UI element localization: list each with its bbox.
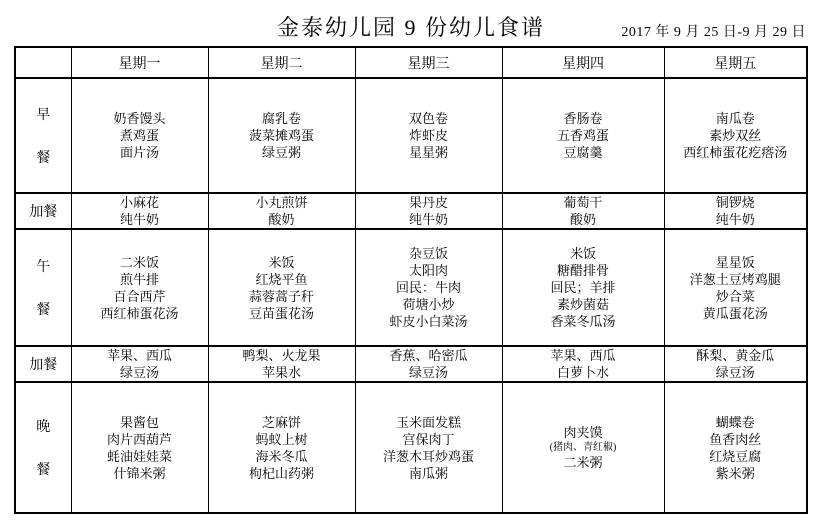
menu-line: 洋葱木耳炒鸡蛋 — [382, 448, 474, 464]
menu-line: 回民；羊排 — [550, 280, 616, 295]
menu-line: 米饭 — [569, 246, 596, 261]
menu-cell — [208, 346, 355, 382]
meal-row-label: 晚 餐 — [15, 382, 71, 513]
menu-line: 酸奶 — [268, 212, 295, 227]
menu-line: 百合西芹 — [113, 288, 166, 304]
menu-cell — [208, 193, 355, 229]
menu-line: 米饭 — [268, 254, 295, 270]
menu-line: 海米冬瓜 — [255, 448, 308, 464]
menu-line: 二米饭 — [119, 254, 159, 270]
menu-cell — [208, 78, 355, 193]
menu-line: 苹果、西瓜 — [550, 348, 616, 363]
menu-line: 南瓜卷 — [715, 111, 755, 126]
menu-line: 二米粥 — [563, 455, 603, 470]
table-row — [15, 346, 807, 382]
menu-line: 小麻花 — [119, 195, 159, 210]
menu-line: 虾皮小白菜汤 — [389, 314, 468, 329]
meal-row-label: 加餐 — [15, 193, 71, 229]
menu-line: 炒合菜 — [715, 288, 755, 304]
menu-cell — [71, 382, 208, 513]
menu-line: 鸭梨、火龙果 — [242, 348, 321, 363]
menu-line: 回民：牛肉 — [395, 280, 461, 295]
menu-line: 什锦米粥 — [113, 465, 166, 481]
menu-line: 玉米面发糕 — [395, 414, 461, 430]
menu-line: 腐乳卷 — [261, 111, 301, 126]
menu-line: 豆腐羹 — [563, 145, 603, 160]
menu-line: 蒜蓉蒿子秆 — [248, 288, 314, 304]
menu-cell — [502, 346, 664, 382]
menu-line: 星星饭 — [715, 254, 755, 270]
menu-line: 酸奶 — [569, 212, 596, 227]
menu-line: 素炒菌菇 — [556, 297, 609, 312]
menu-line: 枸杞山药粥 — [248, 465, 314, 481]
menu-line: 酥梨、黄金瓜 — [696, 348, 775, 363]
menu-line: 芝麻饼 — [261, 414, 301, 430]
menu-line: 蝴蝶卷 — [715, 414, 755, 430]
menu-line: 西红柿蛋花汤 — [100, 305, 179, 321]
menu-line: 葡萄干 — [563, 195, 603, 210]
menu-cell — [664, 382, 807, 513]
menu-line: 蚝油娃娃菜 — [106, 448, 172, 464]
menu-line: 绿豆粥 — [261, 145, 301, 160]
menu-line: 香蕉、哈密瓜 — [389, 348, 468, 363]
day-header: 星期五 — [664, 47, 807, 78]
table-row — [15, 193, 807, 229]
menu-cell — [71, 229, 208, 346]
menu-line: 荷塘小炒 — [402, 297, 455, 312]
menu-cell — [664, 229, 807, 346]
menu-line: 蚂蚁上树 — [255, 431, 308, 447]
menu-line: 纯牛奶 — [715, 212, 755, 227]
menu-cell — [208, 382, 355, 513]
menu-cell — [502, 193, 664, 229]
menu-line: 黄瓜蛋花汤 — [702, 305, 768, 321]
menu-line: 紫米粥 — [715, 465, 755, 481]
menu-cell — [71, 346, 208, 382]
menu-cell — [355, 193, 502, 229]
menu-line: 南瓜粥 — [408, 465, 448, 481]
menu-line: 绿豆汤 — [119, 365, 159, 380]
menu-line: 肉夹馍 — [563, 425, 603, 440]
menu-cell — [208, 229, 355, 346]
menu-line: 鱼香肉丝 — [709, 431, 762, 447]
menu-line: 肉片西葫芦 — [106, 431, 172, 447]
menu-line: 豆苗蛋花汤 — [248, 305, 314, 321]
menu-line: 奶香馒头 — [113, 111, 166, 126]
day-header: 星期三 — [355, 47, 502, 78]
menu-line: 双色卷 — [408, 111, 448, 126]
menu-line: 煮鸡蛋 — [119, 128, 159, 143]
menu-cell — [71, 78, 208, 193]
header-row — [15, 47, 807, 78]
menu-line: 五香鸡蛋 — [556, 128, 609, 143]
menu-line: 苹果、西瓜 — [106, 348, 172, 363]
menu-line: 小丸煎饼 — [255, 195, 308, 210]
menu-cell — [664, 346, 807, 382]
menu-line: (猪肉、青红椒) — [549, 442, 617, 453]
corner-cell — [15, 47, 71, 78]
day-header: 星期四 — [502, 47, 664, 78]
page-title: 金泰幼儿园 9 份幼儿食谱 — [276, 15, 545, 40]
menu-line: 纯牛奶 — [408, 212, 448, 227]
menu-table — [14, 46, 808, 514]
menu-line: 绿豆汤 — [408, 365, 448, 380]
menu-line: 纯牛奶 — [119, 212, 159, 227]
menu-cell — [355, 229, 502, 346]
meal-row-label: 午 餐 — [15, 229, 71, 346]
menu-line: 宫保肉丁 — [402, 431, 455, 447]
menu-line: 洋葱土豆烤鸡腿 — [689, 271, 781, 287]
menu-cell — [355, 382, 502, 513]
menu-line: 果丹皮 — [408, 195, 448, 210]
menu-line: 炸虾皮 — [408, 128, 448, 143]
menu-cell — [355, 78, 502, 193]
meal-row-label: 加餐 — [15, 346, 71, 382]
table-row — [15, 382, 807, 513]
menu-line: 铜锣烧 — [715, 195, 755, 210]
menu-cell — [502, 229, 664, 346]
menu-line: 香肠卷 — [563, 111, 603, 126]
menu-line: 面片汤 — [119, 145, 159, 160]
menu-line: 菠菜摊鸡蛋 — [248, 128, 314, 143]
menu-cell — [664, 78, 807, 193]
menu-line: 太阳肉 — [408, 263, 448, 278]
menu-cell — [71, 193, 208, 229]
menu-line: 白萝卜水 — [556, 365, 609, 380]
menu-cell — [355, 346, 502, 382]
menu-line: 素炒双丝 — [709, 128, 762, 143]
date-range: 2017 年 9 月 25 日-9 月 29 日 — [621, 25, 806, 40]
menu-line: 杂豆饭 — [408, 246, 448, 261]
table-row — [15, 229, 807, 346]
menu-line: 苹果水 — [261, 365, 301, 380]
menu-cell — [502, 78, 664, 193]
day-header: 星期二 — [208, 47, 355, 78]
menu-cell — [502, 382, 664, 513]
menu-cell — [664, 193, 807, 229]
menu-line: 星星粥 — [408, 145, 448, 160]
menu-line: 果酱包 — [119, 414, 159, 430]
menu-line: 红烧平鱼 — [255, 271, 308, 287]
menu-line: 红烧豆腐 — [709, 448, 762, 464]
table-row — [15, 78, 807, 193]
menu-line: 绿豆汤 — [715, 365, 755, 380]
meal-row-label: 早 餐 — [15, 78, 71, 193]
menu-line: 糖醋排骨 — [556, 263, 609, 278]
menu-line: 香菜冬瓜汤 — [550, 314, 616, 329]
day-header: 星期一 — [71, 47, 208, 78]
menu-line: 煎牛排 — [119, 271, 159, 287]
menu-line: 西红柿蛋花疙瘩汤 — [683, 145, 788, 160]
